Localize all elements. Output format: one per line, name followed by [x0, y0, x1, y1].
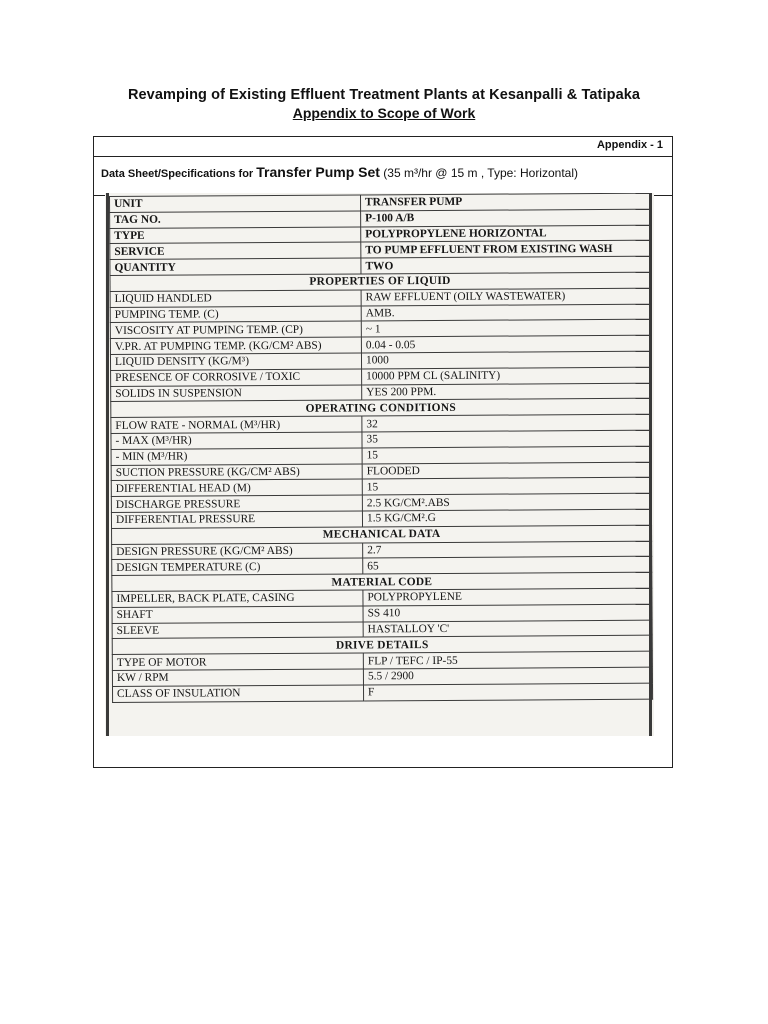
spec-value: P-100 A/B — [361, 209, 650, 227]
spec-parameter: IMPELLER, BACK PLATE, CASING — [112, 590, 363, 607]
datasheet-heading-row — [94, 157, 672, 196]
spec-value: 2.7 — [363, 541, 652, 559]
spec-value: FLP / TEFC / IP-55 — [363, 651, 652, 669]
spec-value: TWO — [361, 256, 650, 274]
spec-value: SS 410 — [363, 604, 652, 622]
spec-parameter: TYPE — [110, 227, 361, 244]
document-subtitle: Appendix to Scope of Work — [292, 105, 476, 121]
section-header: MECHANICAL DATA — [112, 525, 652, 544]
spec-value: AMB. — [361, 304, 650, 322]
spec-value: ~ 1 — [361, 320, 650, 338]
spec-value: YES 200 PPM. — [362, 383, 651, 401]
datasheet-heading — [101, 164, 578, 182]
spec-value: TO PUMP EFFLUENT FROM EXISTING WASH — [361, 241, 650, 259]
appendix-label: Appendix - 1 — [596, 139, 663, 151]
section-header: OPERATING CONDITIONS — [111, 399, 651, 418]
section-header: PROPERTIES OF LIQUID — [110, 272, 650, 291]
spec-parameter: UNIT — [110, 195, 361, 212]
spec-value: 15 — [362, 446, 651, 464]
spec-parameter: SHAFT — [112, 606, 363, 623]
spec-parameter: SLEEVE — [112, 621, 363, 638]
spec-value: 15 — [362, 478, 651, 496]
spec-value: 65 — [363, 557, 652, 575]
spec-parameter: FLOW RATE - NORMAL (M³/HR) — [111, 416, 362, 433]
datasheet-heading-spec: (35 m³/hr @ 15 m , Type: Horizontal) — [379, 166, 578, 180]
spec-parameter: PRESENCE OF CORROSIVE / TOXIC — [111, 369, 362, 386]
spec-value: 2.5 KG/CM².ABS — [362, 493, 651, 511]
pump-spec-table — [109, 193, 653, 702]
spec-parameter: DIFFERENTIAL HEAD (M) — [111, 479, 362, 496]
spec-parameter: V.PR. AT PUMPING TEMP. (KG/CM² ABS) — [110, 337, 361, 354]
spec-parameter: DIFFERENTIAL PRESSURE — [111, 511, 362, 528]
spec-parameter: SUCTION PRESSURE (KG/CM² ABS) — [111, 464, 362, 481]
spec-value: RAW EFFLUENT (OILY WASTEWATER) — [361, 288, 650, 306]
spec-parameter: CLASS OF INSULATION — [112, 685, 363, 702]
spec-value: TRANSFER PUMP — [360, 193, 649, 211]
spec-parameter: LIQUID HANDLED — [110, 290, 361, 307]
spec-value: 10000 PPM CL (SALINITY) — [362, 367, 651, 385]
datasheet-heading-subject: Transfer Pump Set — [256, 164, 380, 180]
section-header: DRIVE DETAILS — [112, 636, 652, 655]
spec-value: 0.04 - 0.05 — [361, 335, 650, 353]
datasheet-heading-prefix: Data Sheet/Specifications for — [101, 168, 257, 180]
spec-parameter: KW / RPM — [112, 669, 363, 686]
spec-row — [112, 683, 652, 702]
spec-parameter: SOLIDS IN SUSPENSION — [111, 385, 362, 402]
spec-value: 1000 — [361, 351, 650, 369]
spec-value: POLYPROPYLENE HORIZONTAL — [361, 225, 650, 243]
appendix-row — [94, 137, 672, 157]
spec-parameter: VISCOSITY AT PUMPING TEMP. (CP) — [110, 321, 361, 338]
spec-parameter: - MIN (M³/HR) — [111, 448, 362, 465]
spec-value: 35 — [362, 430, 651, 448]
scanned-datasheet — [105, 193, 654, 736]
spec-value: FLOODED — [362, 462, 651, 480]
spec-parameter: DISCHARGE PRESSURE — [111, 495, 362, 512]
section-header: MATERIAL CODE — [112, 572, 652, 591]
spec-parameter: QUANTITY — [110, 258, 361, 275]
spec-parameter: - MAX (M³/HR) — [111, 432, 362, 449]
spec-value: 1.5 KG/CM².G — [362, 509, 651, 527]
spec-parameter: PUMPING TEMP. (C) — [110, 306, 361, 323]
spec-parameter: DESIGN TEMPERATURE (C) — [112, 558, 363, 575]
spec-value: F — [363, 683, 652, 701]
spec-value: 32 — [362, 414, 651, 432]
spec-parameter: TAG NO. — [110, 211, 361, 228]
spec-parameter: LIQUID DENSITY (KG/M³) — [110, 353, 361, 370]
spec-parameter: SERVICE — [110, 242, 361, 259]
document-title: Revamping of Existing Effluent Treatment Plants at Kesanpalli & Tatipaka — [127, 87, 641, 103]
spec-parameter: TYPE OF MOTOR — [112, 653, 363, 670]
spec-value: 5.5 / 2900 — [363, 667, 652, 685]
spec-value: HASTALLOY 'C' — [363, 620, 652, 638]
spec-parameter: DESIGN PRESSURE (KG/CM² ABS) — [112, 542, 363, 559]
spec-value: POLYPROPYLENE — [363, 588, 652, 606]
